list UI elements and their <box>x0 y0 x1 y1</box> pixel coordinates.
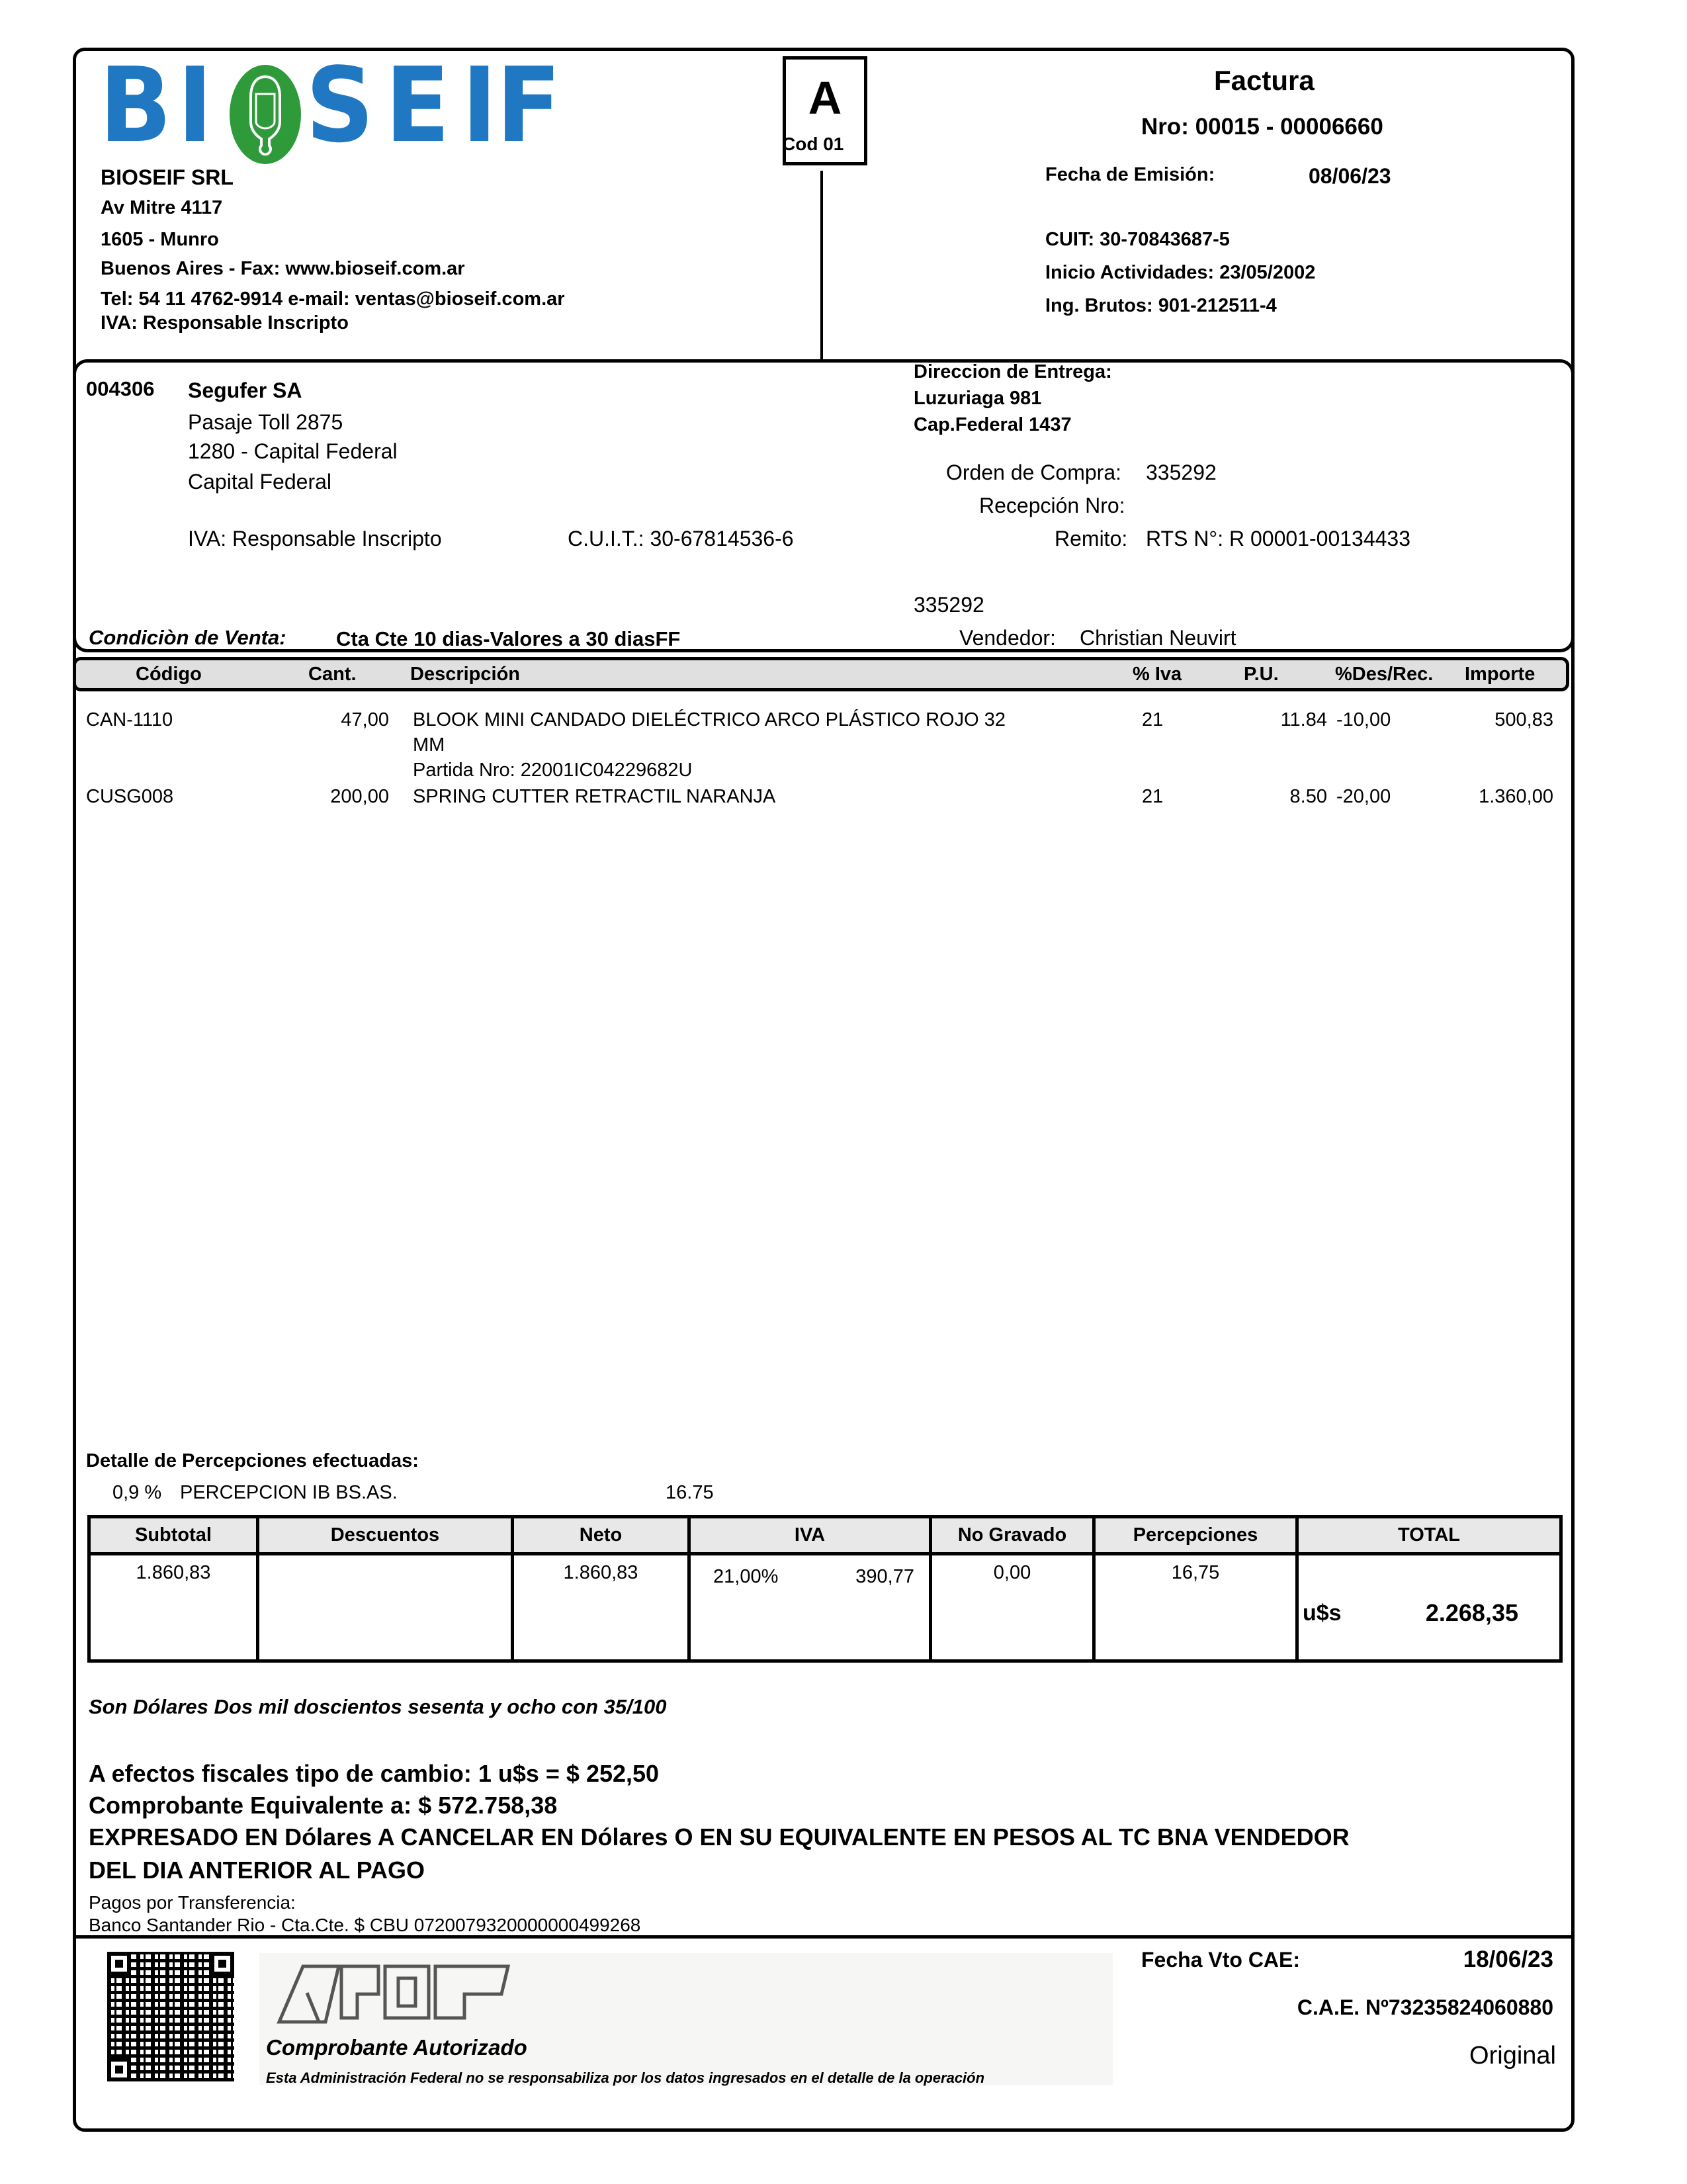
item-description: BLOOK MINI CANDADO DIELÉCTRICO ARCO PLÁSTICO ROJO 32 <box>413 709 1006 730</box>
cae-number: C.A.E. Nº73235824060880 <box>1297 1995 1553 2019</box>
gas-mask-icon <box>230 65 301 164</box>
document-type-code: Cod 01 <box>782 134 844 154</box>
client-name: Segufer SA <box>188 378 302 402</box>
remito-label: Remito: <box>1055 527 1128 550</box>
perception-name: PERCEPCION IB BS.AS. <box>180 1482 398 1503</box>
totals-subtotal: 1.860,83 <box>89 1553 258 1661</box>
seller-address-3: Buenos Aires - Fax: www.bioseif.com.ar <box>101 258 465 279</box>
logo-letter-i: I <box>177 45 213 165</box>
purchase-order-label: Orden de Compra: <box>946 460 1122 484</box>
totals-total: 2.268,35 <box>1425 1598 1518 1626</box>
issue-date-label: Fecha de Emisión: <box>1045 164 1215 185</box>
qr-finder-icon <box>107 1952 131 1976</box>
reference-number: 335292 <box>914 593 984 617</box>
item-unit-price: 8.50 <box>1289 786 1327 807</box>
transfer-label: Pagos por Transferencia: <box>89 1892 296 1913</box>
col-header-unit-price: P.U. <box>1244 664 1279 685</box>
col-header-description: Descripción <box>410 664 520 685</box>
afip-logo-icon <box>273 1961 511 2027</box>
totals-header-total: TOTAL <box>1297 1517 1561 1554</box>
delivery-line-1: Luzuriaga 981 <box>914 388 1042 409</box>
cae-due-date: 18/06/23 <box>1463 1946 1553 1972</box>
delivery-label: Direccion de Entrega: <box>914 361 1112 382</box>
col-header-discount: %Des/Rec. <box>1335 664 1434 685</box>
header-divider <box>820 171 823 359</box>
seller-label: Vendedor: <box>959 626 1056 650</box>
logo-letter-e: E <box>385 45 451 165</box>
totals-net: 1.860,83 <box>513 1553 689 1661</box>
totals-header-no-gravado: No Gravado <box>931 1517 1094 1554</box>
afip-authorized: Comprobante Autorizado <box>266 2035 527 2060</box>
totals-header-net: Neto <box>513 1517 689 1554</box>
equivalent-amount-note: Comprobante Equivalente a: $ 572.758,38 <box>89 1792 558 1819</box>
item-discount: -20,00 <box>1336 786 1391 807</box>
totals-perceptions: 16,75 <box>1094 1553 1297 1661</box>
client-code: 004306 <box>86 377 155 400</box>
item-batch: Partida Nro: 22001IC04229682U <box>413 760 693 781</box>
invoice-number: Nro: 00015 - 00006660 <box>1141 114 1383 140</box>
client-address-2: 1280 - Capital Federal <box>188 439 398 463</box>
item-amount: 500,83 <box>1494 709 1553 730</box>
client-iva: IVA: Responsable Inscripto <box>188 527 442 550</box>
currency-note-2: DEL DIA ANTERIOR AL PAGO <box>89 1856 425 1884</box>
qr-finder-icon <box>210 1952 234 1976</box>
item-description-cont: MM <box>413 734 445 756</box>
totals-currency: u$s <box>1303 1600 1342 1626</box>
item-code: CUSG008 <box>86 786 174 807</box>
client-address-3: Capital Federal <box>188 470 331 494</box>
perception-amount: 16.75 <box>666 1482 714 1503</box>
remito-number: RTS N°: R 00001-00134433 <box>1146 527 1411 550</box>
exchange-rate-note: A efectos fiscales tipo de cambio: 1 u$s = $ 252,50 <box>89 1760 660 1787</box>
item-code: CAN-1110 <box>86 709 173 730</box>
item-amount: 1.360,00 <box>1479 786 1553 807</box>
seller-person: Christian Neuvirt <box>1080 626 1236 650</box>
qr-code <box>107 1952 234 2081</box>
item-qty: 47,00 <box>341 709 389 730</box>
seller-address-2: 1605 - Munro <box>101 229 219 250</box>
purchase-order: 335292 <box>1146 460 1217 484</box>
col-header-qty: Cant. <box>308 664 357 685</box>
start-activities: Inicio Actividades: 23/05/2002 <box>1045 262 1316 283</box>
totals-header-perceptions: Percepciones <box>1094 1517 1297 1554</box>
seller-iva: IVA: Responsable Inscripto <box>101 312 349 333</box>
totals-discounts <box>258 1553 513 1661</box>
totals-header-discounts: Descuentos <box>258 1517 513 1554</box>
item-unit-price: 11.84 <box>1280 709 1327 730</box>
seller-name: BIOSEIF SRL <box>101 165 234 189</box>
col-header-iva: % Iva <box>1133 664 1182 685</box>
logo-letter-f: F <box>496 45 562 165</box>
sale-condition-label: Condiciòn de Venta: <box>89 626 286 649</box>
afip-panel <box>259 1953 1113 2085</box>
totals-table <box>87 1515 1563 1663</box>
totals-iva-cell <box>689 1553 931 1661</box>
totals-total-cell <box>1297 1553 1561 1661</box>
logo-letter-i2: I <box>462 45 497 165</box>
client-address-1: Pasaje Toll 2875 <box>188 410 343 434</box>
logo-letter-b: B <box>99 45 172 165</box>
cae-due-label: Fecha Vto CAE: <box>1141 1948 1301 1972</box>
client-cuit: C.U.I.T.: 30-67814536-6 <box>568 527 794 550</box>
item-qty: 200,00 <box>330 786 389 807</box>
col-header-code: Código <box>136 664 202 685</box>
col-header-amount: Importe <box>1465 664 1536 685</box>
seller-address-1: Av Mitre 4117 <box>101 197 223 218</box>
amount-in-words: Son Dólares Dos mil doscientos sesenta y ocho con 35/100 <box>89 1695 667 1718</box>
perceptions-title: Detalle de Percepciones efectuadas: <box>86 1450 419 1471</box>
totals-no-gravado: 0,00 <box>931 1553 1094 1661</box>
totals-header-iva: IVA <box>689 1517 931 1554</box>
totals-iva-amount: 390,77 <box>855 1565 914 1587</box>
currency-note-1: EXPRESADO EN Dólares A CANCELAR EN Dólares O EN SU EQUIVALENTE EN PESOS AL TC BNA VENDEDOR <box>89 1823 1350 1851</box>
totals-header-subtotal: Subtotal <box>89 1517 258 1554</box>
copy-label: Original <box>1469 2042 1556 2070</box>
issue-date: 08/06/23 <box>1309 164 1391 188</box>
seller-contact: Tel: 54 11 4762-9914 e-mail: ventas@bioseif.com.ar <box>101 288 565 310</box>
qr-finder-icon <box>107 2058 131 2081</box>
invoice-title: Factura <box>1214 65 1315 96</box>
logo-letter-s: S <box>306 45 374 165</box>
company-logo <box>99 45 562 165</box>
reception-label: Recepción Nro: <box>979 494 1125 517</box>
gross-income: Ing. Brutos: 901-212511-4 <box>1045 295 1277 316</box>
seller-cuit: CUIT: 30-70843687-5 <box>1045 229 1230 250</box>
delivery-line-2: Cap.Federal 1437 <box>914 414 1072 435</box>
client-box <box>73 359 1575 652</box>
sale-condition: Cta Cte 10 dias-Valores a 30 diasFF <box>336 627 681 650</box>
item-iva: 21 <box>1142 786 1164 807</box>
item-description: SPRING CUTTER RETRACTIL NARANJA <box>413 786 776 807</box>
perception-rate: 0,9 % <box>112 1482 162 1503</box>
document-type-box <box>783 56 867 165</box>
bank-details: Banco Santander Rio - Cta.Cte. $ CBU 0720079320000000499268 <box>89 1915 641 1935</box>
totals-iva-rate: 21,00% <box>713 1565 779 1587</box>
document-type-letter: A <box>808 72 842 124</box>
item-iva: 21 <box>1142 709 1164 730</box>
item-discount: -10,00 <box>1336 709 1391 730</box>
afip-disclaimer: Esta Administración Federal no se responsabiliza por los datos ingresados en el detalle de la operación <box>266 2070 985 2086</box>
